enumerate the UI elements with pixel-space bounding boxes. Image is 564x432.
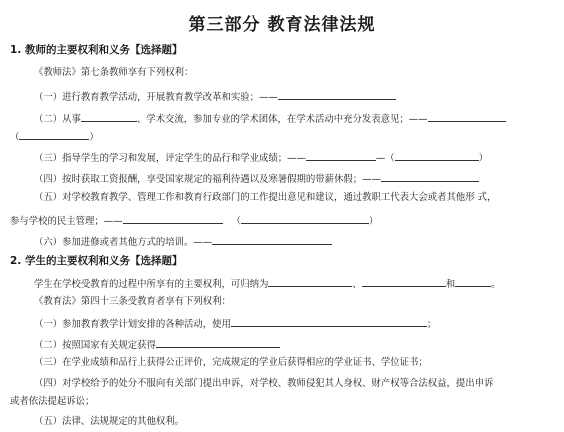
answer-blank bbox=[278, 89, 396, 100]
open-paren: （ bbox=[231, 216, 241, 227]
teacher-right-6-text: （六）参加进修或者其他方式的培训。—— bbox=[34, 237, 213, 248]
semicolon: ； bbox=[426, 319, 437, 330]
answer-blank bbox=[268, 276, 352, 287]
student-right-1 bbox=[34, 316, 436, 331]
period: 。 bbox=[491, 279, 501, 290]
close-paren: ） bbox=[368, 216, 379, 227]
answer-blank bbox=[455, 276, 491, 287]
student-rights-summary bbox=[34, 276, 501, 291]
teacher-right-6 bbox=[34, 234, 332, 249]
section-1-heading: 1. 教师的主要权利和义务【选择题】 bbox=[10, 44, 183, 56]
student-right-5: （五）法律、法规规定的其他权利。 bbox=[34, 416, 185, 427]
answer-blank bbox=[156, 337, 280, 348]
student-right-2-text: （二）按照国家有关规定获得 bbox=[34, 340, 156, 351]
teacher-right-4-text: （四）按时获取工资报酬，享受国家规定的福利待遇以及寒暑假期的带薪休假；—— bbox=[34, 174, 381, 185]
teacher-right-5-continued bbox=[10, 213, 378, 228]
teacher-right-3 bbox=[34, 150, 488, 165]
close-paren: ） bbox=[478, 153, 489, 164]
student-right-2 bbox=[34, 337, 280, 352]
answer-blank bbox=[381, 171, 479, 182]
answer-blank bbox=[231, 316, 427, 327]
close-paren: ） bbox=[89, 132, 99, 143]
student-right-3: （三）在学业成绩和品行上获得公正评价，完成规定的学业后获得相应的学业证书、学位证书； bbox=[34, 357, 428, 368]
section-2-heading: 2. 学生的主要权利和义务【选择题】 bbox=[10, 255, 183, 267]
teacher-right-1 bbox=[34, 89, 396, 104]
teacher-right-2 bbox=[34, 111, 506, 126]
answer-blank bbox=[241, 213, 369, 224]
page-title: 第三部分 教育法律法规 bbox=[188, 15, 376, 35]
student-right-1-text: （一）参加教育教学计划安排的各种活动，使用 bbox=[34, 319, 231, 330]
education-law-intro: 《教育法》第四十三条受教育者享有下列权利： bbox=[34, 296, 231, 307]
answer-blank bbox=[362, 276, 446, 287]
teacher-right-3-text: （三）指导学生的学习和发展，评定学生的品行和学业成绩；—— bbox=[34, 153, 306, 164]
teacher-right-1-text: （一）进行教育教学活动，开展教育教学改革和实验；—— bbox=[34, 92, 278, 103]
answer-blank bbox=[306, 150, 376, 161]
answer-blank bbox=[123, 213, 223, 224]
open-paren: （ bbox=[10, 132, 20, 143]
answer-blank bbox=[428, 111, 506, 122]
teacher-right-4 bbox=[34, 171, 479, 186]
conjunction: 和 bbox=[445, 279, 456, 290]
student-rights-summary-text: 学生在学校受教育的过程中所享有的主要权利，可归纳为 bbox=[34, 279, 269, 290]
answer-blank bbox=[395, 150, 479, 161]
teacher-right-5-text: 参与学校的民主管理；—— bbox=[10, 216, 123, 227]
student-right-4-continued: 或者依法提起诉讼； bbox=[10, 396, 95, 407]
student-right-4: （四）对学校给予的处分不服向有关部门提出申诉，对学校、教师侵犯其人身权、财产权等合法权益，提出申诉 bbox=[34, 378, 494, 389]
teacher-law-intro: 《教师法》第七条教师享有下列权利： bbox=[34, 67, 194, 78]
open-paren: —（ bbox=[375, 153, 395, 164]
answer-blank bbox=[81, 111, 137, 122]
separator: 、 bbox=[352, 279, 362, 290]
teacher-right-2-continued bbox=[10, 129, 99, 144]
answer-blank bbox=[19, 129, 89, 140]
teacher-right-5: （五）对学校教育教学、管理工作和教育行政部门的工作提出意见和建议，通过教职工代表大会或者其他形 式， bbox=[34, 192, 497, 203]
teacher-right-2-text-a: （二）从事 bbox=[34, 114, 81, 125]
answer-blank bbox=[212, 234, 332, 245]
teacher-right-2-text-b: 、学术交流，参加专业的学术团体，在学术活动中充分发表意见；—— bbox=[136, 114, 428, 125]
